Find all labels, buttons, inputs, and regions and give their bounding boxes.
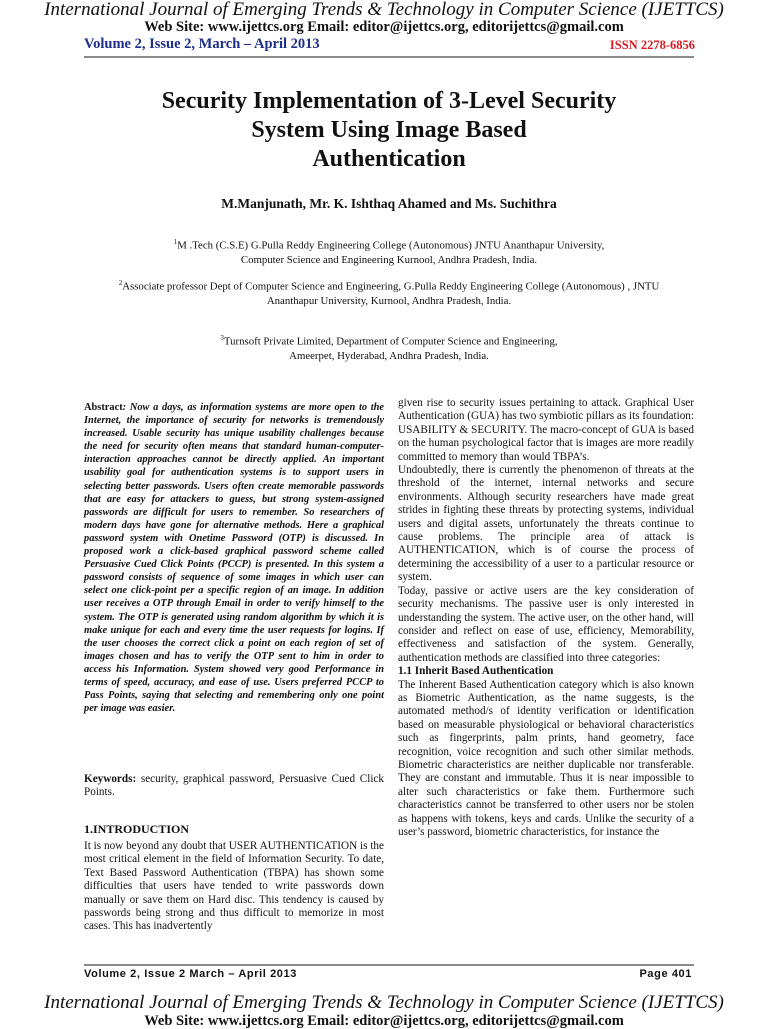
journal-website-header: Web Site: www.ijettcs.org Email: editor@ijettcs.org, editorijettcs@gmail.com [144,19,624,35]
page-number: Page 401 [639,968,692,980]
affiliation-3 [84,331,694,363]
affiliation-2-line-1: Associate professor Dept of Computer Science and Engineering, G.Pulla Reddy Engineering College (Autonomous) , JNTU [122,280,660,293]
body-paragraph-2: Undoubtedly, there is currently the phenomenon of threats at the threshold of the internet, internal networks and secure environments. Although security researchers have made great strides in fighting these threats by protecting systems, individual users and digital assets, unfortunately the threats continue to cause problems. The principle area of attack is AUTHENTICATION, which is of course the process of determining the accessibility of a user to a particular resource or system. [398,464,694,584]
title-line-1: Security Implementation of 3-Level Security [161,88,617,114]
affiliation-2 [84,276,694,308]
abstract-text: : Now a days, as information systems are more open to the Internet, the importance of security for networks is tremendously increased. Usable security has unique usability challenges because the need for security often means that standard human-computer-interaction approaches cannot be directly applied. An important usability goal for authentication systems is to support users in selecting better passwords. Users often create memorable passwords that are easy for attackers to guess, but strong system-assigned passwords are difficult for users to remember. So researchers of modern days have gone for alternative methods. Here a graphical password system with Onetime Password (OTP) is discussed. In proposed work a click-based graphical password scheme called Persuasive Cued Click Points (PCCP) is presented. In this system a password consists of sequence of some images in which user can select one click-point per a specific region of an image. In addition user receives a OTP through Email in order to verify himself to the system. The OTP is generated using random algorithm by which it is make unique for each and every time the user requests for logins. If the user chooses the correct click a point on each region of set of images chosen and has to verify the OTP sent to him in order to access his Information. System showed very good Performance in terms of speed, accuracy, and ease of use. Users preferred PCCP to Pass Points, saying that selecting and remembering only one point per image was easier. [84,402,384,715]
affiliation-2-marker: 2 [118,279,123,287]
subsection-heading: 1.1 Inherit Based Authentication [398,665,554,678]
journal-name-footer: International Journal of Emerging Trends & Technology in Computer Science (IJETTCS) [44,992,724,1013]
header-divider [84,56,694,58]
right-column [398,397,694,839]
keywords-text: security, graphical password, Persuasive Cued Click Points. [84,773,384,799]
affiliation-3-line-1: Turnsoft Private Limited, Department of Computer Science and Engineering, [223,335,558,348]
introduction-text: It is now beyond any doubt that USER AUTHENTICATION is the most critical element in the field of Information Security. To date, Text Based Password Authentication (TBPA) has shown some difficulties that users have tended to write passwords down manually or save them on Hard disc. This tendency is caused by passwords being strong and thus difficult to memorize in most cases. This has inadvertently [84,840,384,933]
introduction-heading: 1.INTRODUCTION [84,822,190,836]
authors: M.Manjunath, Mr. K. Ishthaq Ahamed and Ms. Suchithra [221,196,557,211]
footer-divider [84,964,694,966]
body-paragraph-1: given rise to security issues pertaining to attack. Graphical User Authentication (GUA) has two symbiotic pillars as its foundation: USABILITY & SECURITY. The macro-concept of GUA is based on the human psychological factor that is images are more readily committed to memory than would TBPA’s. [398,397,694,463]
affiliation-2-line-2: Ananthapur University, Kurnool, Andhra Pradesh, India. [266,294,512,307]
affiliation-3-line-2: Ameerpet, Hyderabad, Andhra Pradesh, India. [289,349,489,362]
title-line-2: System Using Image Based [251,117,527,143]
footer-volume: Volume 2, Issue 2 March – April 2013 [84,968,297,980]
affiliation-1 [84,235,694,267]
affiliation-3-marker: 3 [220,334,224,342]
issn-number: ISSN 2278-6856 [609,38,695,52]
journal-website-footer: Web Site: www.ijettcs.org Email: editor@ijettcs.org, editorijettcs@gmail.com [144,1013,624,1029]
volume-issue: Volume 2, Issue 2, March – April 2013 [84,36,320,52]
affiliation-1-marker: 1 [173,238,178,246]
subsection-text: The Inherent Based Authentication category which is also known as Biometric Authentication, as the name suggests, is the automated method/s of identity verification or identification based on measurable physiological or behavioral characteristics such as fingerprints, palm prints, hand geometry, face recognition, voice recognition and such other similar methods. Biometric characteristics are neither duplicable nor transferable. They are constant and immutable. Thus it is near impossible to alter such characteristics or fake them. Furthermore such characteristics cannot be transferred to other users nor be stolen as happens with tokens, keys and cards. Unlike the security of a user’s password, biometric characteristics, for instance the [398,678,694,838]
affiliation-1-line-1: M .Tech (C.S.E) G.Pulla Reddy Engineering College (Autonomous) JNTU Ananthapur University, [177,239,605,252]
paper-title [84,87,694,174]
abstract-label: Abstract [84,402,123,413]
keywords-label: Keywords: [84,773,137,785]
journal-name-header: International Journal of Emerging Trends & Technology in Computer Science (IJETTCS) [44,0,724,20]
keywords [84,773,384,800]
affiliation-1-line-2: Computer Science and Engineering Kurnool, Andhra Pradesh, India. [240,253,538,266]
abstract [84,401,384,715]
title-line-3: Authentication [312,146,466,172]
body-paragraph-3: Today, passive or active users are the key consideration of security mechanisms. The passive user is only interested in understanding the system. The active user, on the other hand, will consider and reflect on ease of use, efficiency, Memorability, effectiveness and satisfaction of the system. Generally, authentication methods are classified into three categories: [398,584,694,664]
